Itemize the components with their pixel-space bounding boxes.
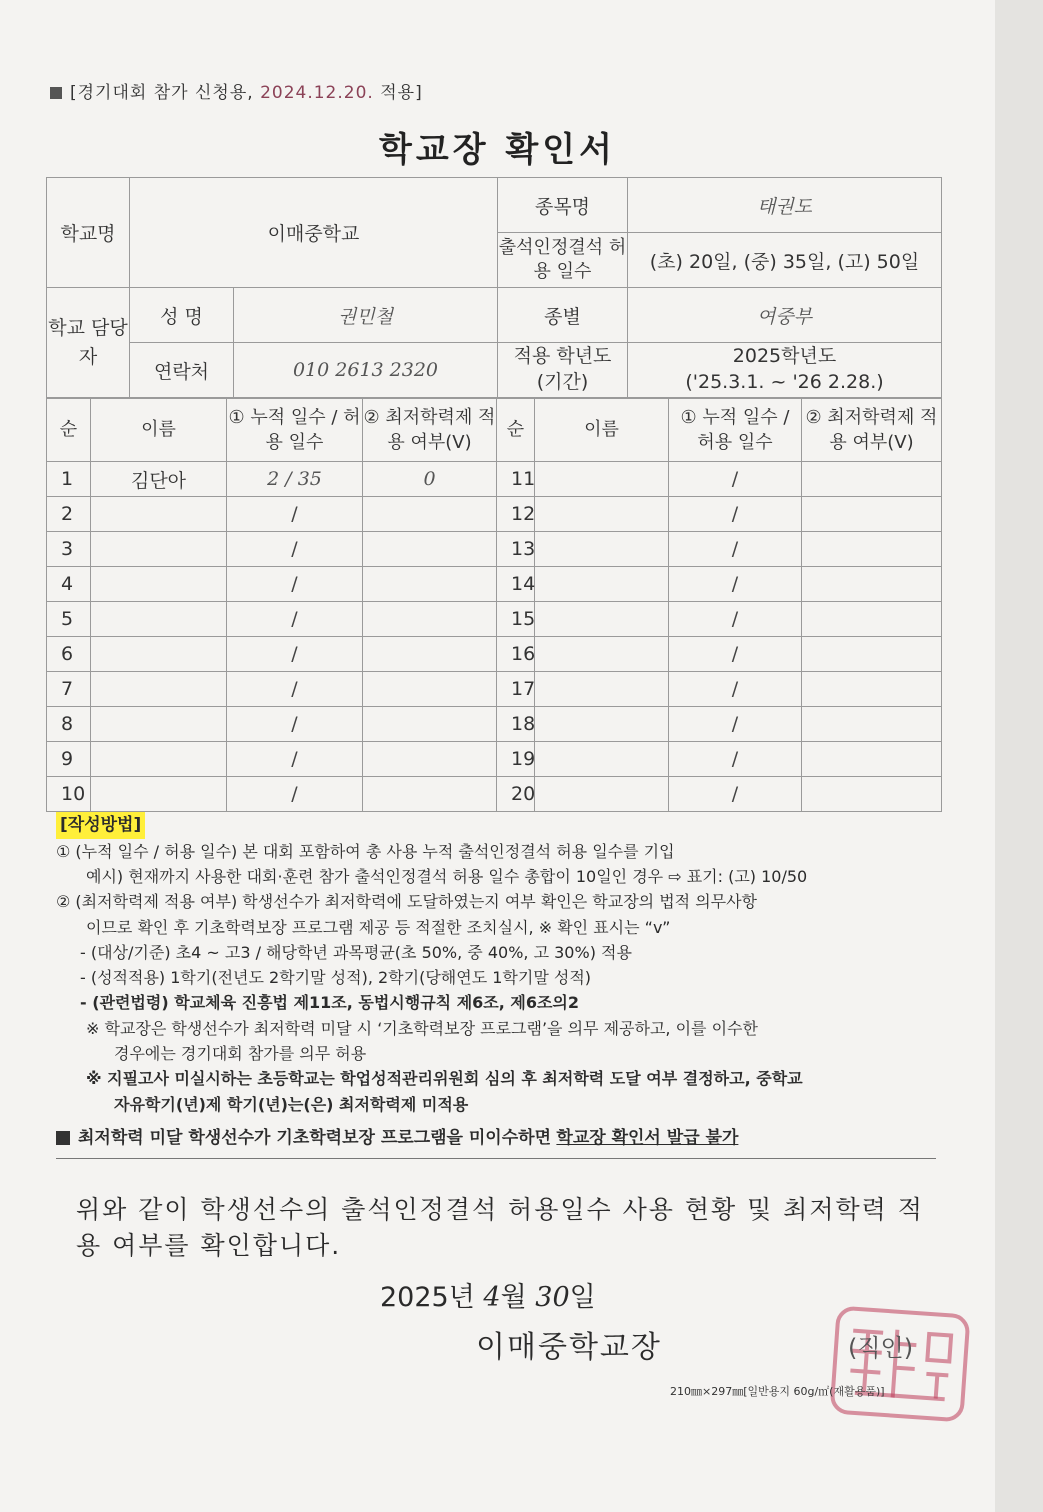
cell-days: / [227, 672, 363, 707]
table-row [47, 777, 942, 812]
cell-check [802, 742, 942, 777]
instructions-tag: [작성방법] [56, 812, 145, 839]
col-no: 순 [47, 399, 91, 462]
cell-name [91, 637, 227, 672]
square-bullet-icon [50, 87, 62, 99]
col-no-right: 순 [497, 399, 535, 462]
cell-name [91, 777, 227, 812]
col-days-right: ① 누적 일수 / 허용 일수 [669, 399, 802, 462]
cell-check [363, 637, 497, 672]
paper-spec: 210㎜×297㎜[일반용지 60g/㎡(재활용품)] [670, 1385, 885, 1398]
manager-label: 학교 담당자 [47, 288, 130, 398]
principal-title: 이매중학교장 [476, 1330, 662, 1365]
table-row [47, 462, 942, 497]
contact-value: 010 2613 2320 [234, 343, 498, 398]
absence-label: 출석인정결석 허용 일수 [498, 233, 628, 288]
cell-name [535, 777, 669, 812]
cell-check [802, 777, 942, 812]
cell-no: 5 [47, 602, 91, 637]
table-row [47, 742, 942, 777]
cell-days: / [227, 497, 363, 532]
category-label: 종별 [498, 288, 628, 343]
table-row [47, 672, 942, 707]
cell-no: 15 [497, 602, 535, 637]
seal-label: (직인) [848, 1334, 914, 1362]
header-note: [경기대회 참가 신청용, 2024.12.20. 적용] [50, 78, 423, 103]
cell-check [363, 532, 497, 567]
guide-line: 예시) 현재까지 사용한 대회·훈련 참가 출석인정결석 허용 일수 총합이 10일인 경우 ⇨ 표기: (고) 10/50 [86, 867, 808, 887]
cell-check [363, 497, 497, 532]
col-name: 이름 [91, 399, 227, 462]
cell-no: 11 [497, 462, 535, 497]
cell-check [802, 567, 942, 602]
cell-check: 0 [363, 462, 497, 497]
cell-no: 18 [497, 707, 535, 742]
cell-days: / [669, 602, 802, 637]
cell-name [535, 567, 669, 602]
cell-days: / [669, 742, 802, 777]
cell-no: 13 [497, 532, 535, 567]
cell-check [363, 672, 497, 707]
col-check-right: ② 최저학력제 적용 여부(V) [802, 399, 942, 462]
category-value: 여중부 [628, 288, 942, 343]
cell-name [91, 497, 227, 532]
cell-check [363, 567, 497, 602]
guide-line: ※ 지필고사 미실시하는 초등학교는 학업성적관리위원회 심의 후 최저학력 도달 여부 결정하고, 중학교 [86, 1069, 803, 1089]
event-label: 종목명 [498, 178, 628, 233]
table-row [47, 567, 942, 602]
cell-no: 10 [47, 777, 91, 812]
cell-days: / [227, 532, 363, 567]
official-seal-icon [829, 1305, 970, 1422]
cell-days: / [227, 637, 363, 672]
guide-line: ① (누적 일수 / 허용 일수) 본 대회 포함하여 총 사용 누적 출석인정결석 허용 일수를 기입 [56, 841, 675, 861]
cell-no: 20 [497, 777, 535, 812]
cell-check [802, 672, 942, 707]
cell-days: / [669, 532, 802, 567]
cell-no: 3 [47, 532, 91, 567]
confirmation-text: 위와 같이 학생선수의 출석인정결석 허용일수 사용 현황 및 최저학력 적용 여부를 확인합니다. [76, 1195, 924, 1261]
cell-days: / [669, 497, 802, 532]
cell-days: / [227, 567, 363, 602]
cell-name [535, 672, 669, 707]
note-date: 2024.12.20. [260, 83, 374, 103]
checkbox-bullet-icon [56, 1131, 70, 1145]
cell-days: / [669, 777, 802, 812]
cell-check [363, 602, 497, 637]
cell-no: 12 [497, 497, 535, 532]
table-row [47, 707, 942, 742]
cell-days: / [669, 462, 802, 497]
cell-no: 9 [47, 742, 91, 777]
cell-no: 17 [497, 672, 535, 707]
cell-days: / [227, 777, 363, 812]
cell-check [802, 532, 942, 567]
cell-name [535, 532, 669, 567]
col-check: ② 최저학력제 적용 여부(V) [363, 399, 497, 462]
event-value: 태권도 [628, 178, 942, 233]
absence-value: (초) 20일, (중) 35일, (고) 50일 [628, 233, 942, 288]
cell-days: / [227, 602, 363, 637]
school-info-table [46, 177, 942, 398]
cell-name [91, 532, 227, 567]
table-header-row [47, 399, 942, 462]
cell-days: / [669, 707, 802, 742]
cell-days: / [669, 672, 802, 707]
form-area [46, 177, 941, 812]
table-row [47, 637, 942, 672]
guide-line: 이므로 확인 후 기초학력보장 프로그램 제공 등 적절한 조치실시, ※ 확인 표시는 “v” [86, 917, 671, 937]
cell-check [802, 602, 942, 637]
cell-check [802, 462, 942, 497]
cell-days: / [227, 742, 363, 777]
cell-name [91, 672, 227, 707]
cell-no: 14 [497, 567, 535, 602]
cell-name [535, 462, 669, 497]
cell-no: 6 [47, 637, 91, 672]
col-days: ① 누적 일수 / 허용 일수 [227, 399, 363, 462]
student-table [46, 398, 942, 812]
cell-no: 4 [47, 567, 91, 602]
cell-days: / [669, 567, 802, 602]
cell-check [802, 497, 942, 532]
cell-no: 7 [47, 672, 91, 707]
cell-name [535, 602, 669, 637]
cell-check [363, 707, 497, 742]
guide-line: - (성적적용) 1학기(전년도 2학기말 성적), 2학기(당해연도 1학기말 성적) [80, 968, 592, 988]
guide-line: ※ 학교장은 학생선수가 최저학력 미달 시 ‘기초학력보장 프로그램’을 의무 제공하고, 이를 이수한 [86, 1018, 758, 1038]
cell-check [363, 742, 497, 777]
table-body [47, 462, 942, 812]
instructions [56, 812, 936, 1159]
notice-line: 최저학력 미달 학생선수가 기초학력보장 프로그램을 미이수하면 학교장 확인서 발급 불가 [56, 1125, 936, 1159]
cell-no: 8 [47, 707, 91, 742]
year-period: ('25.3.1. ~ '26 2.28.) [685, 371, 884, 393]
year-cell [628, 343, 942, 398]
col-name-right: 이름 [535, 399, 669, 462]
name-value: 권민철 [234, 288, 498, 343]
cell-check [363, 777, 497, 812]
page-title: 학교장 확인서 [379, 130, 616, 170]
cell-days: / [669, 637, 802, 672]
cell-name [91, 707, 227, 742]
cell-name [535, 637, 669, 672]
cell-name [535, 497, 669, 532]
cell-name: 김단아 [91, 462, 227, 497]
guide-line: - (관련법령) 학교체육 진흥법 제11조, 동법시행규칙 제6조, 제6조의2 [80, 993, 580, 1013]
cell-check [802, 637, 942, 672]
cell-name [91, 602, 227, 637]
table-row [47, 532, 942, 567]
cell-check [802, 707, 942, 742]
cell-days: / [227, 707, 363, 742]
guide-line: - (대상/기준) 초4 ~ 고3 / 해당학년 과목평균(초 50%, 중 40%, 고 30%) 적용 [80, 942, 632, 962]
guide-line: 자유학기(년)제 학기(년)는(은) 최저학력제 미적용 [114, 1094, 469, 1114]
year-value: 2025학년도 [732, 345, 837, 368]
cell-no: 16 [497, 637, 535, 672]
table-row [47, 602, 942, 637]
year-label: 적용 학년도 (기간) [498, 343, 628, 398]
cell-name [535, 707, 669, 742]
cell-days: 2 / 35 [227, 462, 363, 497]
table-row [47, 497, 942, 532]
school-label: 학교명 [47, 178, 130, 288]
contact-label: 연락처 [130, 343, 234, 398]
guide-line: ② (최저학력제 적용 여부) 학생선수가 최저학력에 도달하였는지 여부 확인은 학교장의 법적 의무사항 [56, 892, 758, 912]
cell-no: 1 [47, 462, 91, 497]
name-label: 성 명 [130, 288, 234, 343]
cell-name [91, 567, 227, 602]
cell-no: 19 [497, 742, 535, 777]
issue-date: 2025년 4월 30일 [380, 1282, 596, 1313]
guide-line: 경우에는 경기대회 참가를 의무 허용 [114, 1043, 367, 1063]
school-name: 이매중학교 [130, 178, 498, 288]
cell-no: 2 [47, 497, 91, 532]
cell-name [535, 742, 669, 777]
cell-name [91, 742, 227, 777]
